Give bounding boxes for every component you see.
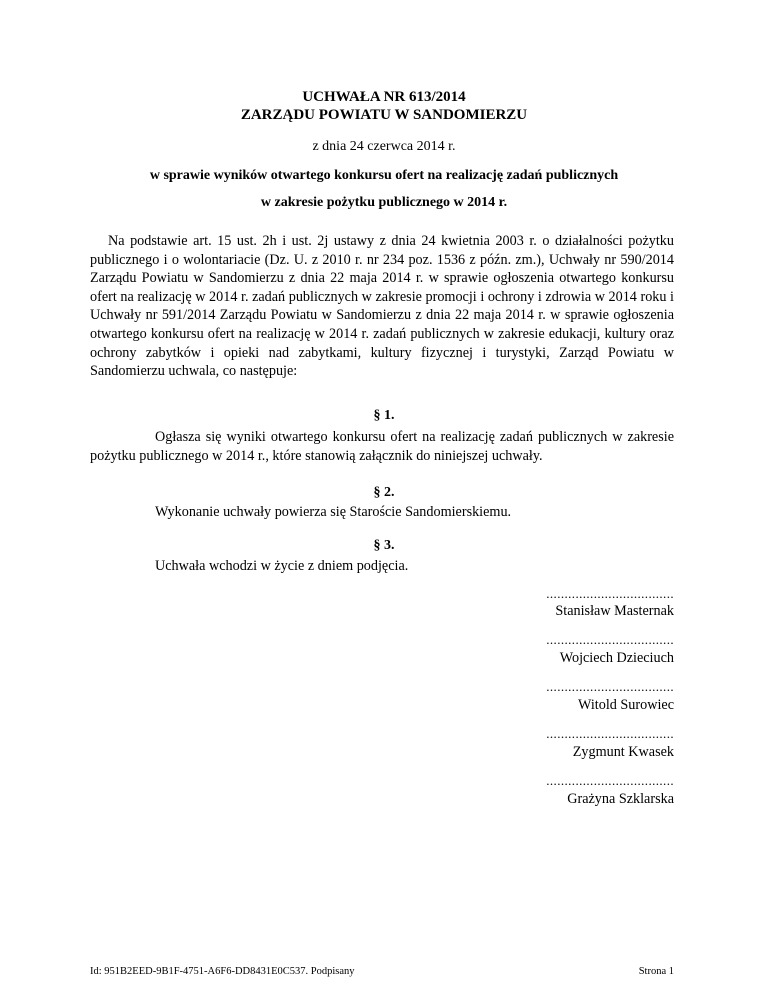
section-text-2: Wykonanie uchwały powierza się Staroście Sandomierskiemu. — [155, 504, 512, 520]
section-mark-2: § 2. — [373, 485, 395, 500]
signature-line: ................................... — [546, 632, 674, 647]
subject-line-2: w zakresie pożytku publicznego w 2014 r. — [260, 195, 508, 210]
section-mark-3: § 3. — [373, 538, 395, 553]
signature-line: ................................... — [546, 726, 674, 741]
section-mark-1: § 1. — [373, 408, 395, 423]
signatory-name: Stanisław Masternak — [555, 603, 674, 619]
legal-basis-preamble: Na podstawie art. 15 ust. 2h i ust. 2j ustawy z dnia 24 kwietnia 2003 r. o działalności pożytku publicznego i o wolontariacie (Dz. U. z 2010 r. nr 234 poz. 1536 z późn. zm.), Uchwały nr 590/2014 Zarządu Powiatu w Sandomierzu z dnia 22 maja 2014 r. w sprawie ogłoszenia otwartego konkursu ofert na realizację w 2014 r. zadań publicznych w zakresie promocji i ochrony i zdrowia w 2014 roku i Uchwały nr 591/2014 Zarządu Powiatu w Sandomierzu z dnia 22 maja 2014 r. w sprawie ogłoszenia otwartego konkursu ofert na realizację w 2014 r. zadań publicznych w zakresie edukacji, kultury oraz ochrony zabytków i opieki nad zabytkami, kultury fizycznej i turystyki, Zarząd Powiatu w Sandomierzu uchwala, co następuje: — [90, 233, 674, 380]
issuing-body: ZARZĄDU POWIATU W SANDOMIERZU — [240, 107, 528, 123]
document-id-footer: Id: 951B2EED-9B1F-4751-A6F6-DD8431E0C537. Podpisany — [90, 966, 355, 977]
signature-line: ................................... — [546, 679, 674, 694]
signature-line: ................................... — [546, 586, 674, 601]
page-number: Strona 1 — [638, 966, 674, 977]
signatory-name: Grażyna Szklarska — [567, 791, 674, 807]
signature-line: ................................... — [546, 773, 674, 788]
signatory-name: Wojciech Dzieciuch — [559, 650, 674, 666]
signatory-name: Witold Surowiec — [578, 697, 674, 713]
section-text-3: Uchwała wchodzi w życie z dniem podjęcia. — [155, 558, 409, 574]
resolution-number: UCHWAŁA NR 613/2014 — [302, 89, 466, 105]
signatory-name: Zygmunt Kwasek — [572, 744, 674, 760]
section-text-1: Ogłasza się wyniki otwartego konkursu ofert na realizację zadań publicznych w zakresie pożytku publicznego w 2014 r., które stanowią załącznik do niniejszej uchwały. — [90, 429, 674, 464]
subject-line-1: w sprawie wyników otwartego konkursu ofert na realizację zadań publicznych — [149, 168, 619, 183]
resolution-date: z dnia 24 czerwca 2014 r. — [312, 139, 456, 154]
